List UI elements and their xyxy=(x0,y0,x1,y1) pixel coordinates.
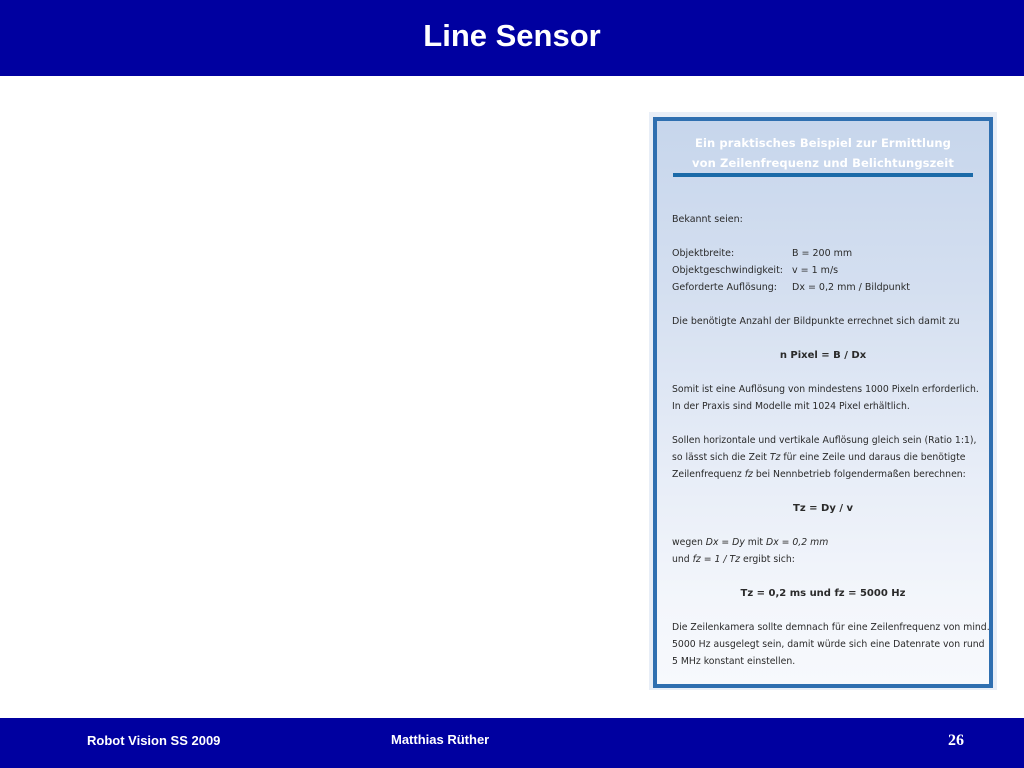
footer-course: Robot Vision SS 2009 xyxy=(87,733,221,748)
wegen-text: mit xyxy=(744,537,767,548)
und-text: ergibt sich: xyxy=(740,554,795,565)
ratio-line xyxy=(672,449,978,466)
wegen-line xyxy=(672,534,978,551)
result-line: Somit ist eine Auflösung von mindestens 1000 Pixeln erforderlich. xyxy=(672,384,979,395)
infobox-heading-line2: von Zeilenfrequenz und Belichtungszeit xyxy=(692,156,954,170)
ratio-line: Sollen horizontale und vertikale Auflösung gleich sein (Ratio 1:1), xyxy=(672,435,977,446)
param-key: Objektbreite: xyxy=(672,248,735,259)
und-eq: fz = 1 / Tz xyxy=(692,554,741,565)
wegen-eq1: Dx = Dy xyxy=(705,537,745,548)
param-key: Geforderte Auflösung: xyxy=(672,282,778,293)
tz-symbol: Tz xyxy=(769,452,781,463)
slide-header xyxy=(0,0,1024,76)
fz-symbol: fz xyxy=(744,469,753,480)
page-number: 26 xyxy=(948,732,964,749)
ratio-paragraph xyxy=(672,432,978,483)
ratio-text: bei Nennbetrieb folgendermaßen berechnen: xyxy=(752,469,966,480)
wegen-text: wegen xyxy=(672,537,706,548)
und-text: und xyxy=(672,554,693,565)
final-paragraph xyxy=(672,619,990,670)
slide-title: Line Sensor xyxy=(423,18,601,53)
infobox xyxy=(653,117,993,688)
ratio-text: für eine Zeile und daraus die benötigte xyxy=(780,452,966,463)
footer-author: Matthias Rüther xyxy=(391,732,490,747)
formula-tz: Tz = Dy / v xyxy=(793,503,853,514)
param-key: Objektgeschwindigkeit: xyxy=(672,265,783,276)
final-line: Die Zeilenkamera sollte demnach für eine Zeilenfrequenz von mind. xyxy=(672,622,990,633)
result-line: In der Praxis sind Modelle mit 1024 Pixel erhältlich. xyxy=(672,401,910,412)
ratio-text: so lässt sich die Zeit xyxy=(672,452,770,463)
slide-footer xyxy=(0,718,1024,768)
formula-pixels: n Pixel = B / Dx xyxy=(779,350,867,361)
ratio-text: Zeilenfrequenz xyxy=(672,469,745,480)
infobox-heading-underline xyxy=(673,173,973,177)
infobox-heading-line1: Ein praktisches Beispiel zur Ermittlung xyxy=(695,136,951,150)
wegen-eq2: Dx = 0,2 mm xyxy=(766,537,829,548)
final-line: 5000 Hz ausgelegt sein, damit würde sich eine Datenrate von rund xyxy=(672,639,985,650)
param-value: Dx = 0,2 mm / Bildpunkt xyxy=(792,282,910,293)
und-line xyxy=(672,551,978,568)
param-value: B = 200 mm xyxy=(792,248,853,259)
final-line: 5 MHz konstant einstellen. xyxy=(672,656,796,667)
ratio-line xyxy=(672,466,978,483)
formula-result: Tz = 0,2 ms und fz = 5000 Hz xyxy=(740,588,906,599)
wegen-paragraph xyxy=(672,534,978,568)
given-label: Bekannt seien: xyxy=(672,214,743,225)
param-value: v = 1 m/s xyxy=(792,265,839,276)
result-paragraph xyxy=(672,381,978,415)
pixel-sentence: Die benötigte Anzahl der Bildpunkte errechnet sich damit zu xyxy=(672,316,960,327)
infobox-heading xyxy=(657,133,989,173)
